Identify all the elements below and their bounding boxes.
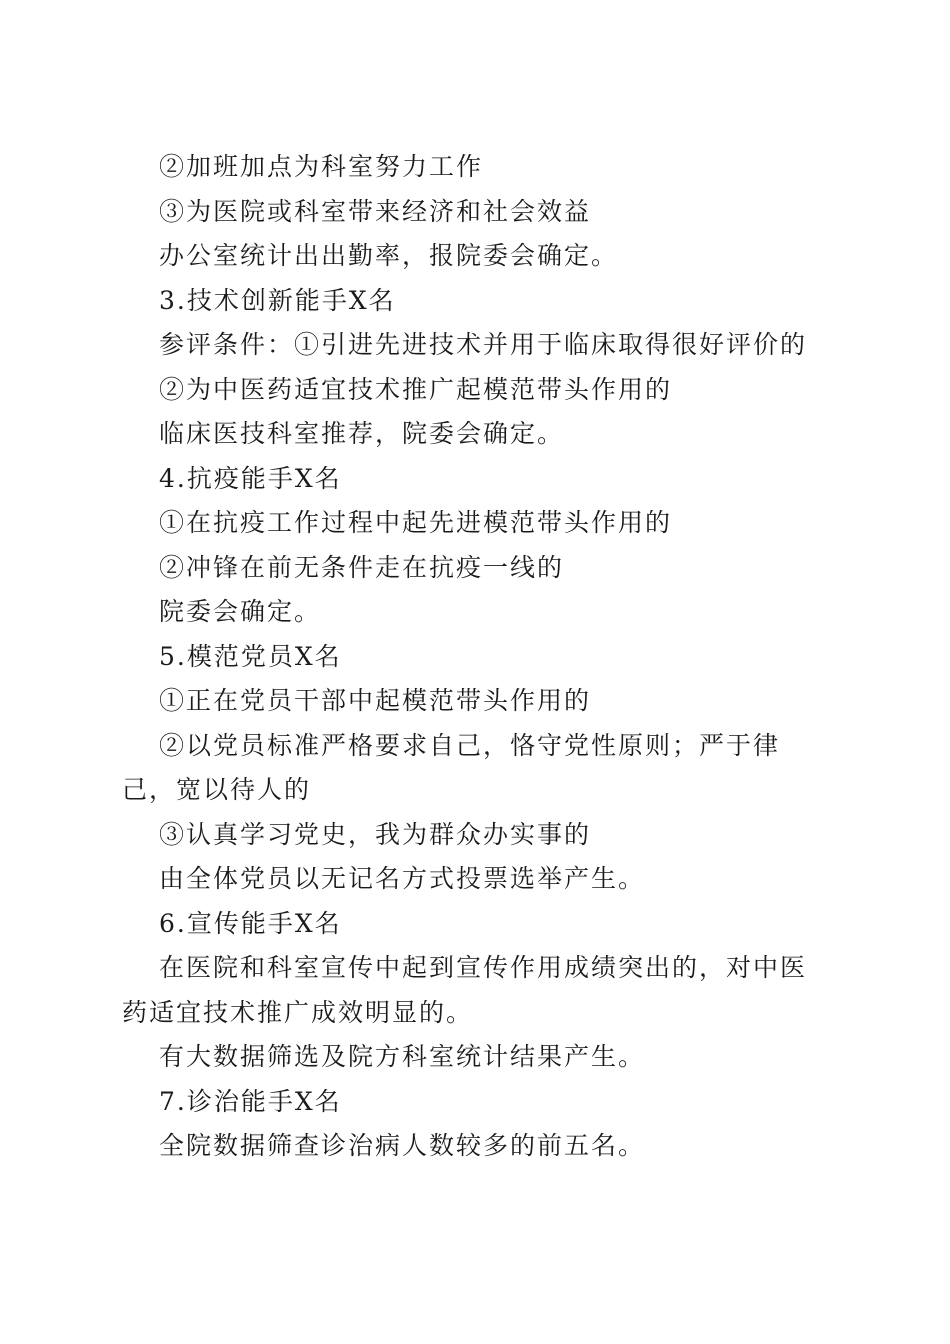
paragraph-line: 全院数据筛查诊治病人数较多的前五名。 <box>159 1131 646 1160</box>
paragraph-line: ②冲锋在前无条件走在抗疫一线的 <box>159 552 565 582</box>
paragraph-wrapped: ②以党员标准严格要求自己，恪守党性原则；严于律己，宽以待人的 <box>122 730 781 804</box>
paragraph-line: 办公室统计出出勤率，报院委会确定。 <box>159 241 619 270</box>
paragraph-line: ②为中医药适宜技术推广起模范带头作用的 <box>159 374 673 404</box>
paragraph-line: ②加班加点为科室努力工作 <box>159 152 484 181</box>
section-heading: 7.诊治能手X名 <box>159 1086 342 1116</box>
paragraph-line: 由全体党员以无记名方式投票选举产生。 <box>159 864 646 893</box>
paragraph-wrapped: 在医院和科室宣传中起到宣传作用成绩突出的，对中医药适宜技术推广成效明显的。 <box>122 953 808 1027</box>
paragraph-line: ③认真学习党史，我为群众办实事的 <box>159 819 592 849</box>
paragraph-line: ①正在党员干部中起模范带头作用的 <box>159 686 592 715</box>
section-heading: 3.技术创新能手X名 <box>159 285 396 315</box>
paragraph-line: ③为医院或科室带来经济和社会效益 <box>159 196 592 226</box>
section-heading: 6.宣传能手X名 <box>159 908 342 938</box>
section-heading: 4.抗疫能手X名 <box>159 463 342 493</box>
document-body <box>122 145 832 1169</box>
paragraph-line: 院委会确定。 <box>159 597 322 626</box>
section-heading: 5.模范党员X名 <box>159 641 342 671</box>
paragraph-line: ①在抗疫工作过程中起先进模范带头作用的 <box>159 508 673 537</box>
paragraph-line: 临床医技科室推荐，院委会确定。 <box>159 419 565 448</box>
paragraph-line: 有大数据筛选及院方科室统计结果产生。 <box>159 1042 646 1071</box>
paragraph-line: 参评条件：①引进先进技术并用于临床取得很好评价的 <box>159 330 808 359</box>
